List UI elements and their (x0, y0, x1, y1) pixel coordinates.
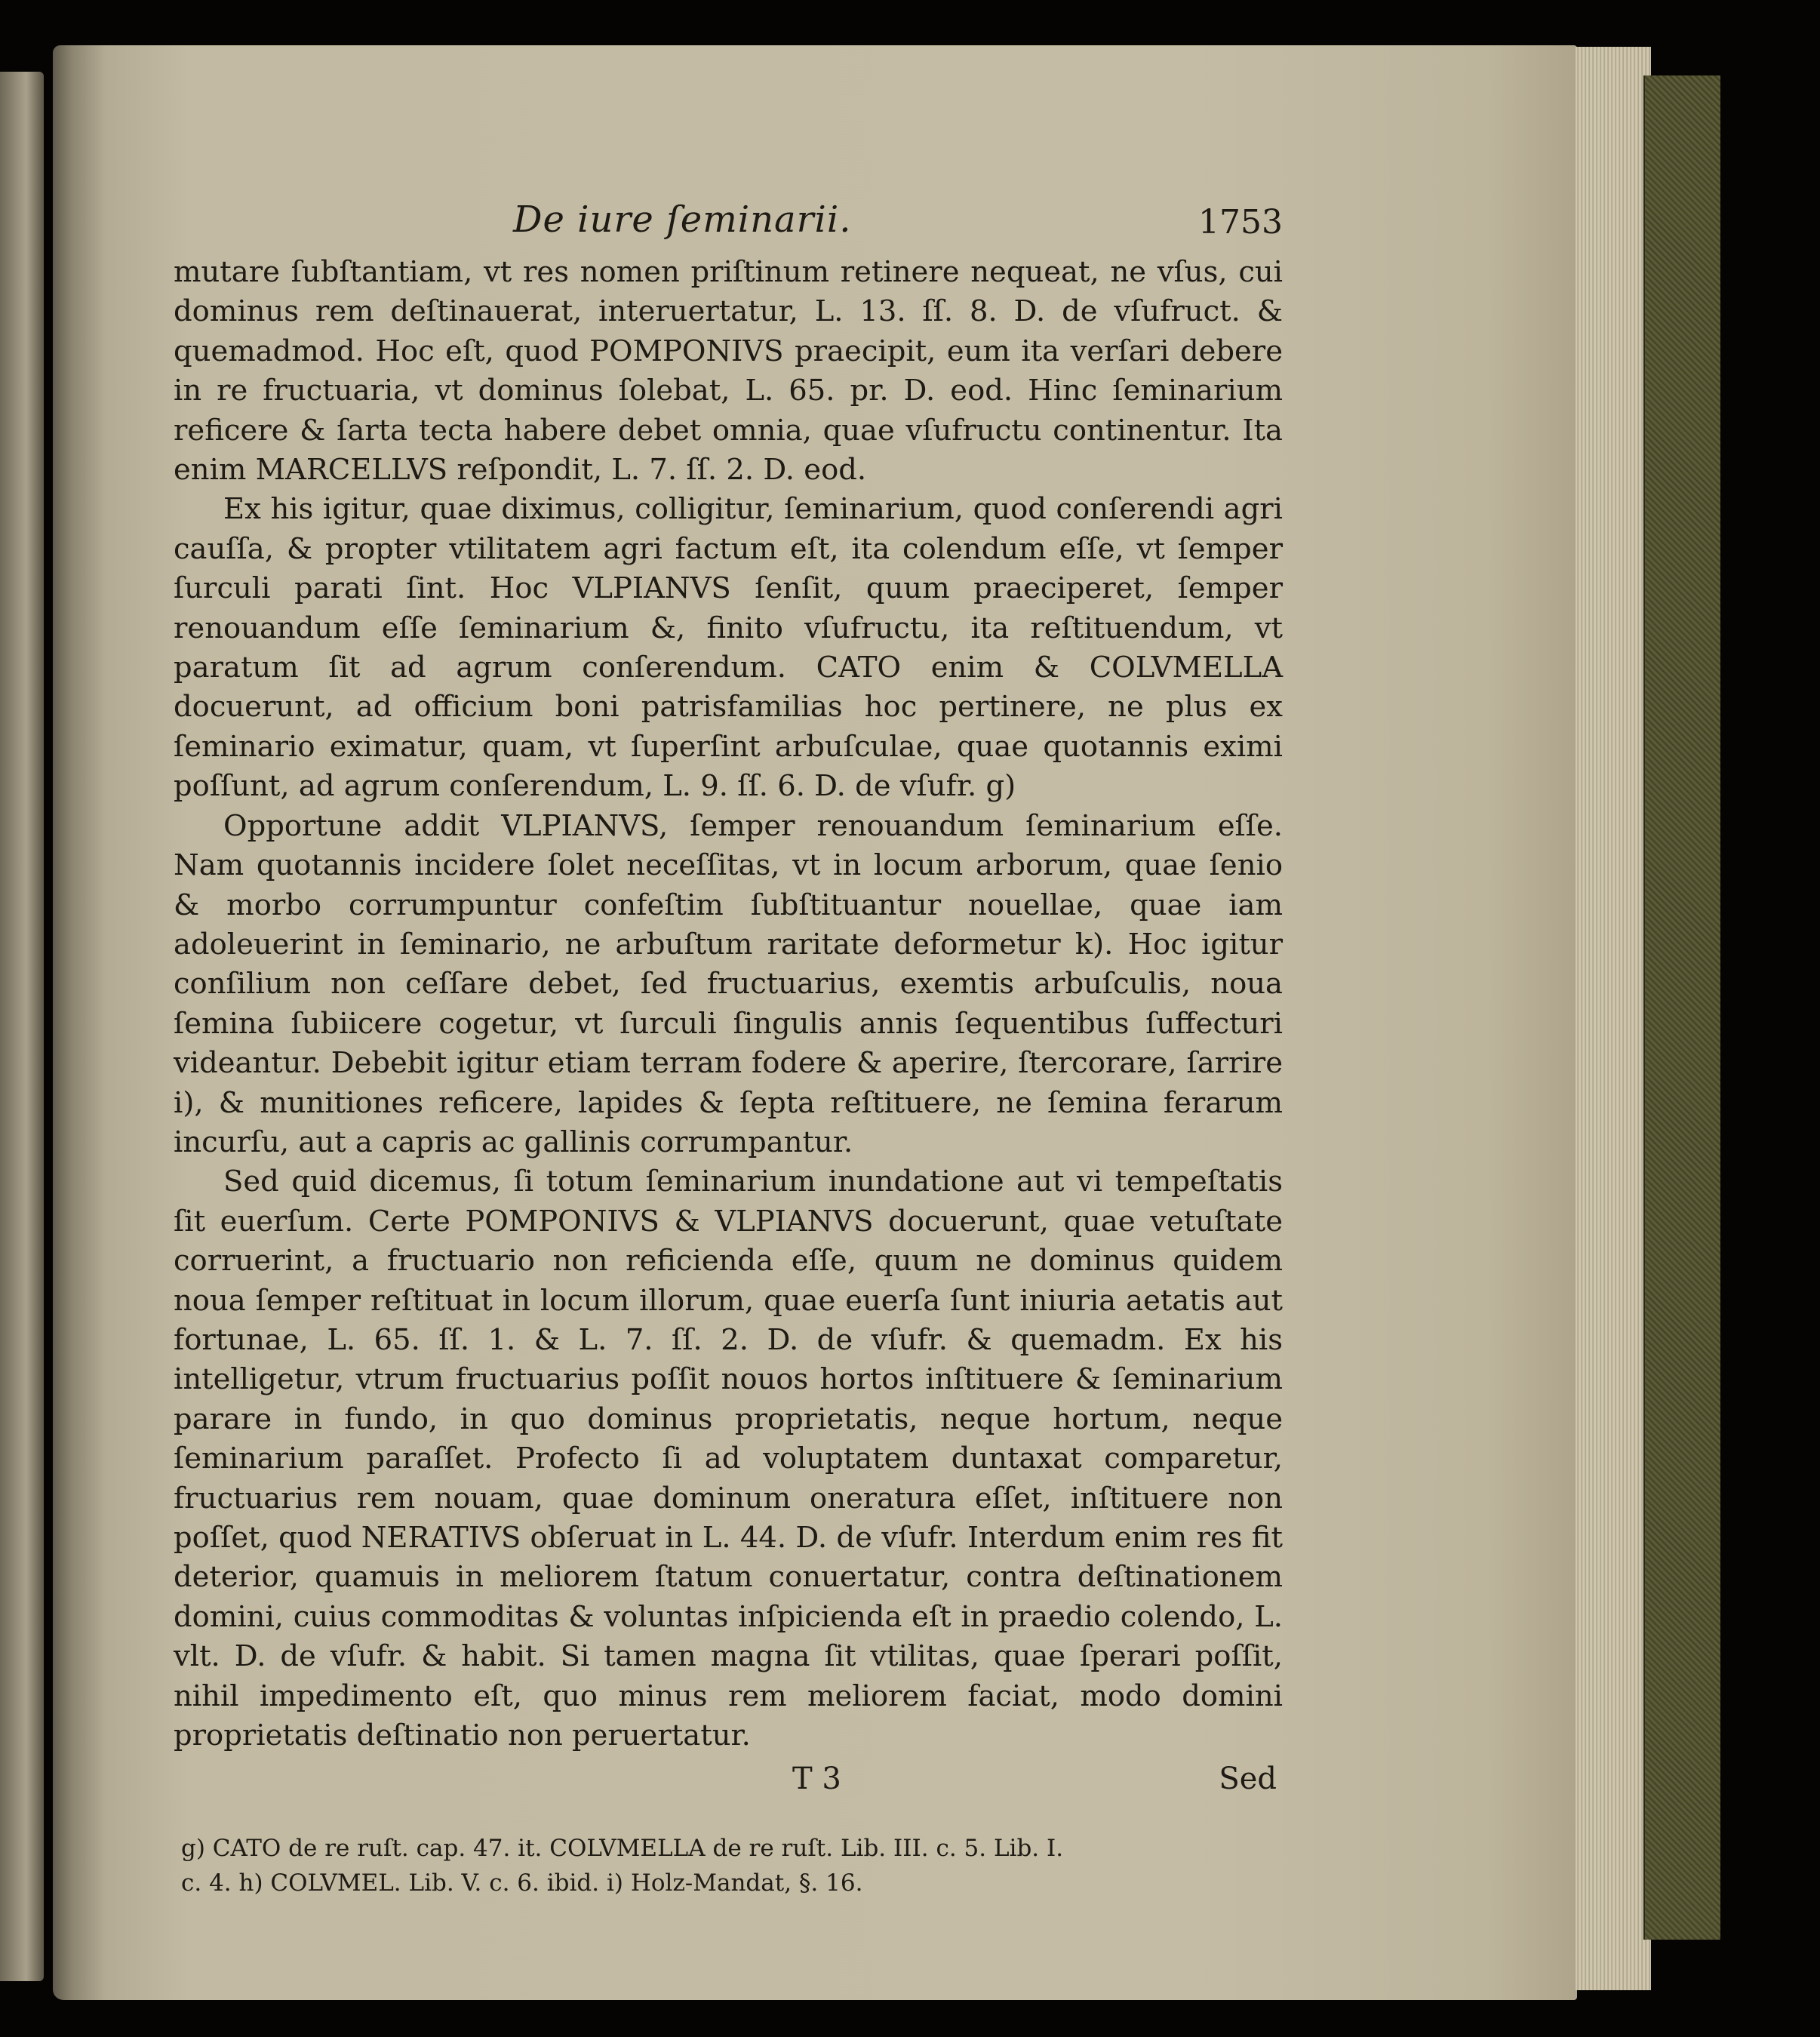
footnote-line: g) CATO de re ruſt. cap. 47. it. COLVMELLA de re ruſt. Lib. III. c. 5. Lib. I. (181, 1835, 1064, 1863)
book-cover (1643, 75, 1720, 1940)
catchword: Sed (1219, 1762, 1277, 1797)
paragraph: Ex his igitur, quae diximus, colligitur, ſeminarium, quod conſerendi agri cauſſa, & propter vtilitatem agri factum eſt, ita colendum eſſe, vt ſemper ſurculi parati ſint. Hoc VLPIANVS ſenſit, quum praeciperet, ſemper renouandum eſſe ſeminarium &, finito vſufructu, ita reſtituendum, vt paratum ſit ad agrum conſerendum. CATO enim & COLVMELLA docuerunt, ad officium boni patrisfamilias hoc pertinere, ne plus ex ſeminario eximatur, quam, vt ſuperſint arbuſculae, quae quotannis eximi poſſunt, ad agrum conſerendum, L. 9. ſſ. 6. D. de vſufr. g) (174, 492, 1283, 804)
paragraph: Opportune addit VLPIANVS, ſemper renouandum ſeminarium eſſe. Nam quotannis incidere ſolet neceſſitas, vt in locum arborum, quae ſenio & morbo corrumpuntur confeſtim ſubſtituantur nouellae, quae iam adoleuerint in ſeminario, ne arbuſtum raritate deformetur k). Hoc igitur conſilium non ceſſare debet, ſed fructuarius, exemtis arbuſculis, noua ſemina ſubiicere cogetur, vt ſurculi ſingulis annis ſequentibus ſuffecturi videantur. Debebit igitur etiam terram fodere & aperire, ſtercorare, ſarrire i), & munitiones reficere, lapides & ſepta reſtituere, ne ſemina ferarum incurſu, aut a capris ac gallinis corrumpantur. (174, 808, 1283, 1159)
paragraph: mutare ſubſtantiam, vt res nomen priſtinum retinere nequeat, ne vſus, cui dominus rem deſtinauerat, interuertatur, L. 13. ſſ. 8. D. de vſufruct. & quemadmod. Hoc eſt, quod POMPONIVS praecipit, eum ita verſari debere in re fructuaria, vt dominus ſolebat, L. 65. pr. D. eod. Hinc ſeminarium reficere & ſarta tecta habere debet omnia, quae vſufructu continentur. Ita enim MARCELLVS reſpondit, L. 7. ſſ. 2. D. eod. (174, 255, 1283, 488)
left-page-edge (0, 72, 44, 1981)
signature-line (174, 1759, 1283, 1804)
footnotes (174, 1831, 1283, 1900)
signature-mark: T 3 (792, 1762, 841, 1797)
page-text-block (174, 192, 1283, 1900)
running-title: De iure ſeminarii. (513, 198, 852, 241)
paragraph: Sed quid dicemus, ſi totum ſeminarium inundatione aut vi tempeſtatis ſit euerſum. Certe POMPONIVS & VLPIANVS docuerunt, quae vetuſtate corruerint, a fructuario non reficienda eſſe, quum ne dominus quidem noua ſemper reſtituat in locum illorum, quae euerſa ſunt iniuria aetatis aut fortunae, L. 65. ſſ. 1. & L. 7. ſſ. 2. D. de vſufr. & quemadm. Ex his intelligetur, vtrum fructuarius poſſit nouos hortos inſtituere & ſeminarium parare in fundo, in quo dominus proprietatis, neque hortum, neque ſeminarium paraſſet. Profecto ſi ad voluptatem duntaxat comparetur, fructuarius rem nouam, quae dominum oneratura eſſet, inſtituere non poſſet, quod NERATIVS obſeruat in L. 44. D. de vſufr. Interdum enim res fit deterior, quamuis in meliorem ſtatum conuertatur, contra deſtinationem domini, cuius commoditas & voluntas inſpicienda eſt in praedio colendo, L. vlt. D. de vſufr. & habit. Si tamen magna ſit vtilitas, quae ſperari poſſit, nihil impedimento eſt, quo minus rem meliorem faciat, modo domini proprietatis deſtinatio non peruertatur. (174, 1165, 1283, 1753)
running-header (174, 192, 1283, 253)
footnote-line: c. 4. h) COLVMEL. Lib. V. c. 6. ibid. i) Holz-Mandat, §. 16. (181, 1869, 863, 1897)
page-block-edge (1576, 47, 1651, 1990)
body-text (174, 253, 1283, 1755)
page-number: 1753 (1198, 203, 1283, 242)
